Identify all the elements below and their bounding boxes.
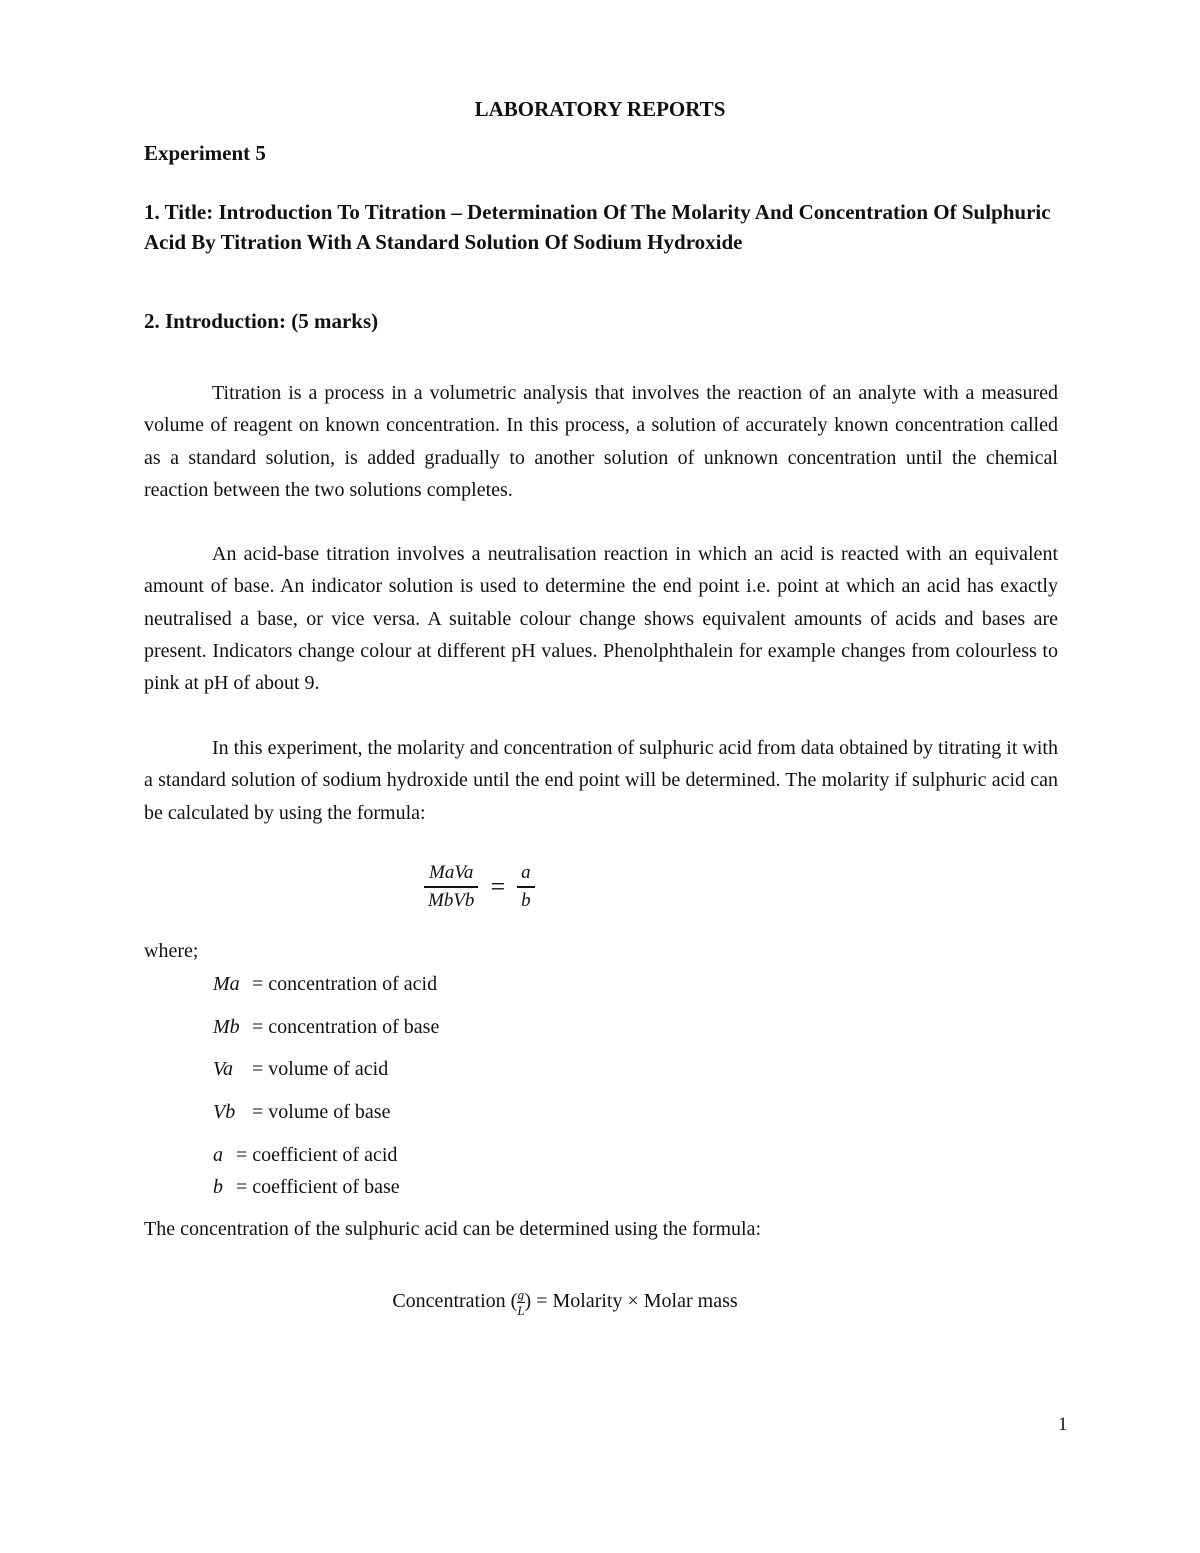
- report-title: LABORATORY REPORTS: [474, 97, 726, 121]
- where-label: where;: [144, 940, 199, 962]
- paragraph-3-text: In this experiment, the molarity and concentration of sulphuric acid from data obtained by titrating it with a standard solution of sodium hydroxide until the end point will be determined. The molarity if sulphuric acid can be calculated by using the formula:: [144, 737, 1058, 824]
- definition-symbol: a: [213, 1144, 223, 1166]
- experiment-label: Experiment 5: [144, 141, 266, 165]
- definition-mb: [213, 1016, 439, 1039]
- page-number: 1: [1058, 1414, 1068, 1435]
- paragraph-2-text: An acid-base titration involves a neutralisation reaction in which an acid is reacted with an equivalent amount of base. An indicator solution is used to determine the end point i.e. point at which an acid has exactly neutralised a base, or vice versa. A suitable colour change shows equivalent amounts of acids and bases are present. Indicators change colour at different pH values. Phenolphthalein for example changes from colourless to pink at pH of about 9.: [144, 543, 1058, 695]
- section-2-heading: 2. Introduction: (5 marks): [144, 309, 379, 333]
- definition-ma: [213, 973, 437, 996]
- section-1-title-text: Introduction To Titration – Determination Of The Molarity And Concentration Of Sulphuric Acid By Titration With A Standard Solution Of Sodium Hydroxide: [144, 200, 1051, 254]
- paragraph-1-text: Titration is a process in a volumetric analysis that involves the reaction of an analyte with a measured volume of reagent on known concentration. In this process, a solution of accurately known concentration called as a standard solution, is added gradually to another solution of unknown concentration until the chemical reaction between the two solutions completes.: [144, 382, 1058, 501]
- fraction-bar: [424, 886, 478, 888]
- definition-text: = coefficient of acid: [236, 1144, 398, 1166]
- concentration-prefix: Concentration (: [392, 1290, 518, 1313]
- concentration-intro: The concentration of the sulphuric acid can be determined using the formula:: [144, 1218, 762, 1240]
- unit-numerator: g: [517, 1287, 525, 1302]
- definition-symbol: Vb: [213, 1101, 236, 1123]
- concentration-formula: [0, 1288, 1130, 1317]
- definition-va: [213, 1058, 388, 1081]
- formula-equals: =: [490, 872, 506, 901]
- molarity-formula: [424, 862, 535, 912]
- definition-symbol: b: [213, 1176, 223, 1198]
- definition-text: = volume of base: [252, 1101, 391, 1123]
- definition-vb: [213, 1101, 390, 1124]
- definition-text: = concentration of acid: [252, 973, 438, 995]
- formula-rhs: [517, 862, 535, 912]
- formula-rhs-numerator: a: [521, 862, 531, 883]
- formula-lhs: [424, 862, 478, 912]
- definition-text: = coefficient of base: [236, 1176, 400, 1198]
- definition-symbol: Ma: [213, 973, 240, 995]
- section-1-title: [144, 197, 1060, 257]
- unit-denominator: L: [517, 1303, 525, 1318]
- formula-lhs-numerator: MaVa: [429, 862, 474, 883]
- unit-fraction: [517, 1288, 524, 1317]
- paragraph-1: [144, 377, 1058, 506]
- definition-text: = volume of acid: [252, 1058, 389, 1080]
- definition-text: = concentration of base: [252, 1016, 440, 1038]
- definition-b: [213, 1176, 400, 1199]
- formula-lhs-denominator: MbVb: [428, 890, 475, 911]
- paragraph-2: [144, 538, 1058, 699]
- paragraph-3: [144, 732, 1058, 829]
- section-1-label: 1. Title:: [144, 200, 214, 224]
- definition-a: [213, 1144, 397, 1167]
- concentration-suffix: ) = Molarity × Molar mass: [524, 1290, 738, 1313]
- fraction-bar: [517, 886, 535, 888]
- formula-rhs-denominator: b: [521, 890, 531, 911]
- definition-symbol: Mb: [213, 1016, 240, 1038]
- definition-symbol: Va: [213, 1058, 233, 1080]
